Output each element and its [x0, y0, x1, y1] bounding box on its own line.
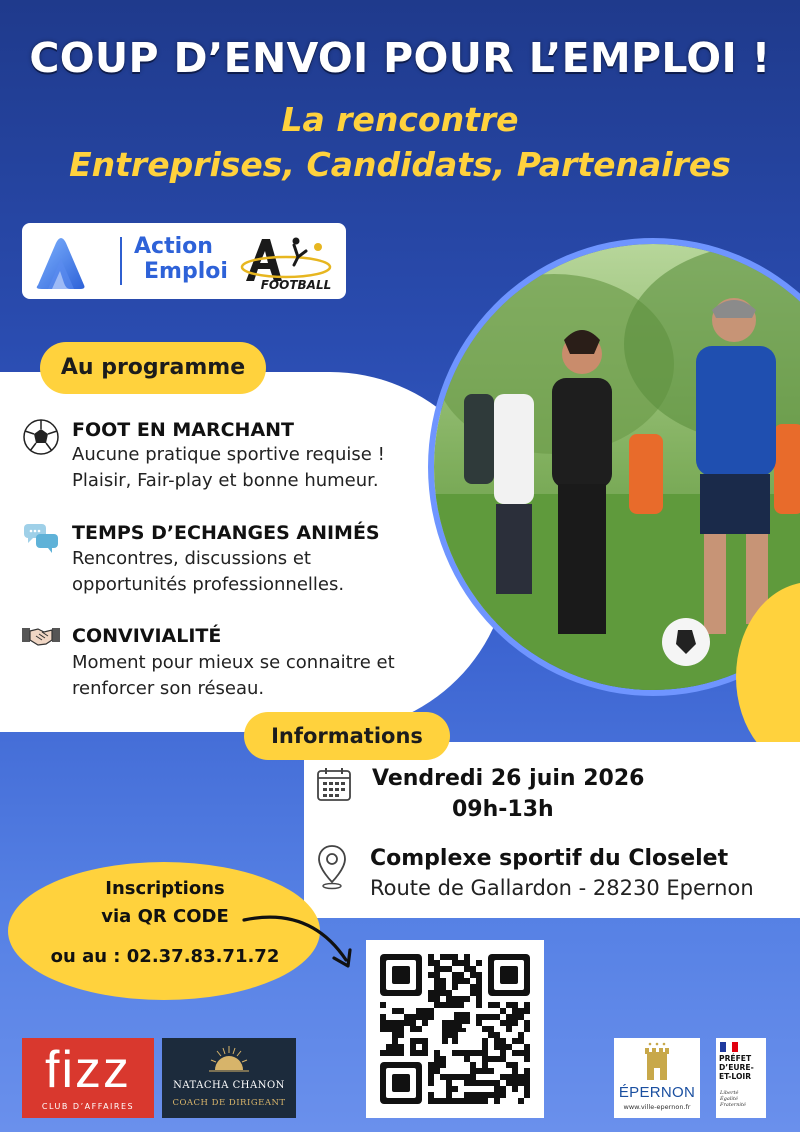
sunrise-icon [209, 1044, 249, 1074]
registration-line-1: Inscriptions [105, 878, 225, 899]
event-venue: Complexe sportif du Closelet [370, 846, 729, 871]
programme-item-text: Plaisir, Fair-play et bonne humeur. [72, 470, 379, 491]
epernon-url: www.ville-epernon.fr [623, 1103, 691, 1111]
programme-item [22, 618, 60, 660]
fizz-wordmark: fizz [45, 1041, 131, 1099]
epernon-name: ÉPERNON [618, 1084, 696, 1101]
football-logo [236, 229, 342, 293]
qr-code-image[interactable] [366, 940, 544, 1118]
subtitle-line-1: La rencontre [281, 100, 519, 139]
prefet-motto: Liberté Égalité Fraternité [720, 1090, 746, 1108]
subtitle-line-2: Entreprises, Candidats, Partenaires [69, 145, 731, 184]
location-pin-icon [316, 844, 348, 890]
natacha-name: NATACHA CHANON [173, 1080, 285, 1091]
programme-item-text: Moment pour mieux se connaitre et [72, 652, 395, 673]
dinosaur-icon [442, 1012, 470, 1044]
event-address: Route de Gallardon - 28230 Epernon [370, 876, 754, 900]
calendar-icon [316, 766, 352, 802]
natacha-chanon-logo [162, 1038, 296, 1118]
programme-item [22, 520, 60, 562]
tower-icon [644, 1042, 670, 1082]
programme-item [22, 418, 60, 460]
soccer-ball-icon [22, 418, 60, 456]
fizz-club-logo [22, 1038, 154, 1118]
marianne-flag-icon [720, 1042, 738, 1052]
programme-item-text: opportunités professionnelles. [72, 574, 345, 595]
action-emploi-logo-icon [30, 233, 92, 289]
football-wordmark: FOOTBALL [260, 278, 332, 292]
programme-item-text: Aucune pratique sportive requise ! [72, 444, 385, 465]
chat-bubbles-icon [22, 520, 60, 558]
programme-item-title: TEMPS D’ECHANGES ANIMÉS [72, 522, 380, 544]
main-title: COUP D’ENVOI POUR L’EMPLOI ! [29, 34, 771, 82]
programme-item-title: FOOT EN MARCHANT [72, 419, 295, 441]
natacha-role: COACH DE DIRIGEANT [172, 1098, 286, 1108]
organizer-logos-card [22, 223, 346, 299]
programme-item-text: renforcer son réseau. [72, 678, 265, 699]
logo-divider [120, 237, 122, 285]
epernon-city-logo [614, 1038, 700, 1118]
event-time: 09h-13h [452, 797, 554, 822]
action-emploi-wordmark-line1: Action [134, 234, 213, 259]
registration-line-2: via QR CODE [101, 906, 229, 927]
programme-item-title: CONVIVIALITÉ [72, 625, 222, 647]
action-emploi-wordmark-line2: Emploi [144, 259, 228, 284]
fizz-subtitle: CLUB D’AFFAIRES [41, 1102, 135, 1111]
informations-heading: Informations [244, 712, 450, 760]
prefet-title: PRÉFET D’EURE- ET-LOIR [719, 1054, 754, 1081]
curved-arrow-icon [240, 906, 360, 976]
programme-item-text: Rencontres, discussions et [72, 548, 311, 569]
qr-code[interactable] [366, 940, 544, 1118]
registration-phone: ou au : 02.37.83.71.72 [50, 946, 280, 967]
event-date: Vendredi 26 juin 2026 [372, 766, 645, 791]
handshake-icon [22, 618, 60, 656]
programme-heading: Au programme [40, 342, 266, 394]
football-photo-illustration [434, 244, 800, 690]
prefet-eure-et-loir-logo [716, 1038, 766, 1118]
